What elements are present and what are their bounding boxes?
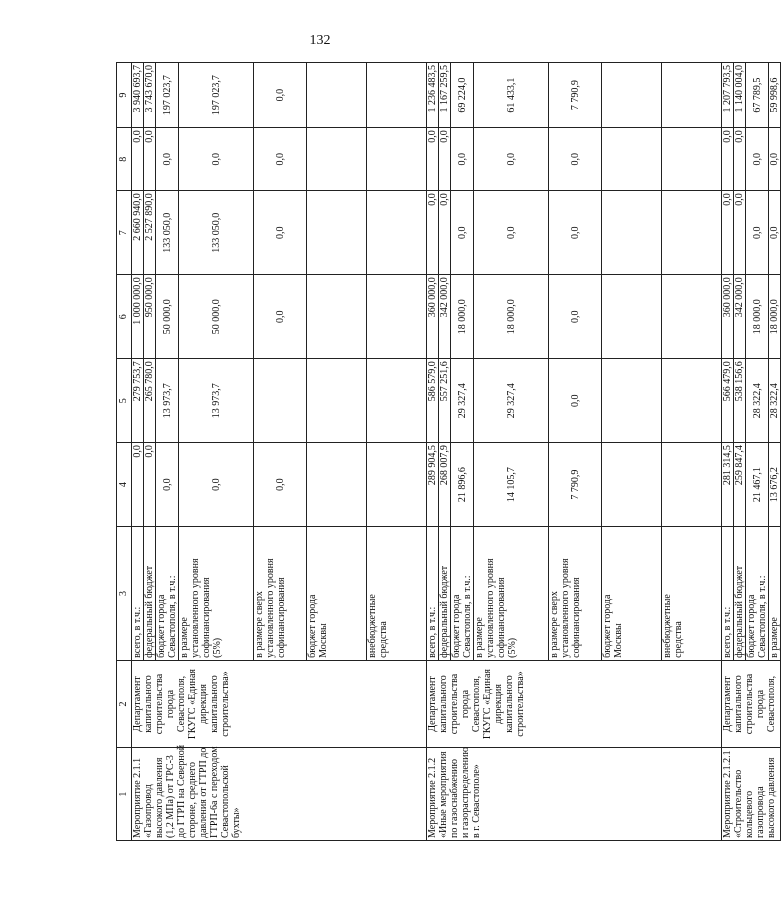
value-cell-5: 29 327,4 bbox=[474, 359, 549, 443]
executor-line: Департамент bbox=[427, 676, 438, 732]
executor-cell bbox=[427, 660, 722, 747]
value-cell-8: 0,0 bbox=[439, 128, 451, 191]
table-row bbox=[132, 63, 144, 841]
source-line: софинансирования bbox=[201, 577, 212, 658]
value-cell-6: 360 000,0 bbox=[427, 275, 439, 359]
header-cell-7: 7 bbox=[117, 191, 132, 275]
header-cell-4: 4 bbox=[117, 443, 132, 527]
value-cell-6 bbox=[602, 275, 662, 359]
page-number: 132 bbox=[309, 33, 331, 48]
source-line: бюджет города bbox=[451, 594, 462, 658]
value-cell-9: 67 789,5 bbox=[746, 63, 769, 128]
source-cell bbox=[769, 527, 781, 661]
executor-line: строительства bbox=[744, 673, 755, 735]
value-cell-5 bbox=[367, 359, 427, 443]
value-cell-5 bbox=[602, 359, 662, 443]
executor-cell bbox=[132, 660, 427, 747]
source-cell bbox=[156, 527, 179, 661]
value-cell-7: 0,0 bbox=[746, 191, 769, 275]
value-cell-9: 1 140 004,0 bbox=[734, 63, 746, 128]
source-cell bbox=[722, 527, 734, 661]
value-cell-6 bbox=[367, 275, 427, 359]
measure-line: в г. Севастополе» bbox=[471, 764, 482, 838]
measure-line: высокого давления bbox=[766, 757, 777, 838]
value-cell-8: 0,0 bbox=[427, 128, 439, 191]
value-cell-7 bbox=[662, 191, 722, 275]
executor-line: капитального bbox=[504, 675, 515, 733]
value-cell-9 bbox=[602, 63, 662, 128]
source-line: установленного уровня bbox=[265, 558, 276, 658]
value-cell-4: 0,0 bbox=[132, 443, 144, 527]
value-cell-9 bbox=[662, 63, 722, 128]
header-cell-9: 9 bbox=[117, 63, 132, 128]
value-cell-4: 268 007,9 bbox=[439, 443, 451, 527]
value-cell-9: 59 998,6 bbox=[769, 63, 781, 128]
source-line: (5%) bbox=[507, 637, 518, 658]
value-cell-5: 0,0 bbox=[549, 359, 602, 443]
value-cell-8: 0,0 bbox=[474, 128, 549, 191]
header-cell-8: 8 bbox=[117, 128, 132, 191]
measure-line: Мероприятие 2.1.1 bbox=[132, 757, 143, 838]
table-row bbox=[722, 63, 734, 841]
value-cell-7: 0,0 bbox=[549, 191, 602, 275]
executor-line: строительства» bbox=[515, 671, 526, 737]
value-cell-8 bbox=[602, 128, 662, 191]
value-cell-9: 197 023,7 bbox=[156, 63, 179, 128]
value-cell-7: 0,0 bbox=[734, 191, 746, 275]
value-cell-9: 69 224,0 bbox=[451, 63, 474, 128]
value-cell-9: 1 207 793,5 bbox=[722, 63, 734, 128]
source-line: внебюджетные bbox=[662, 594, 673, 658]
financing-table bbox=[116, 62, 781, 841]
value-cell-4: 281 314,5 bbox=[722, 443, 734, 527]
source-line: внебюджетные bbox=[367, 594, 378, 658]
value-cell-6: 0,0 bbox=[254, 275, 307, 359]
measure-line: Мероприятие 2.1.2 bbox=[427, 757, 438, 838]
source-line: всего, в т.ч.: bbox=[132, 606, 143, 658]
value-cell-4: 0,0 bbox=[179, 443, 254, 527]
header-cell-2: 2 bbox=[117, 660, 132, 747]
source-line: установленного уровня bbox=[560, 558, 571, 658]
source-line: Севастополя, в т.ч.: bbox=[757, 575, 768, 658]
measure-line: «Газопровод bbox=[143, 784, 154, 838]
value-cell-8: 0,0 bbox=[144, 128, 156, 191]
value-cell-7 bbox=[307, 191, 367, 275]
value-cell-9 bbox=[307, 63, 367, 128]
source-cell bbox=[307, 527, 367, 661]
value-cell-7: 133 050,0 bbox=[156, 191, 179, 275]
executor-line: капитального bbox=[143, 675, 154, 733]
value-cell-4: 21 896,6 bbox=[451, 443, 474, 527]
header-cell-3: 3 bbox=[117, 527, 132, 661]
source-line: Севастополя, в т.ч.: bbox=[167, 575, 178, 658]
measure-line: (1,2 МПа) от ГРС-3 bbox=[165, 755, 176, 838]
source-cell bbox=[474, 527, 549, 661]
source-cell bbox=[427, 527, 439, 661]
value-cell-5: 538 156,6 bbox=[734, 359, 746, 443]
source-cell bbox=[451, 527, 474, 661]
source-cell bbox=[254, 527, 307, 661]
value-cell-8: 0,0 bbox=[132, 128, 144, 191]
executor-line: Департамент bbox=[132, 676, 143, 732]
value-cell-9: 3 743 670,0 bbox=[144, 63, 156, 128]
header-cell-6: 6 bbox=[117, 275, 132, 359]
measure-line: ГТРП-6а с переходом bbox=[209, 746, 220, 838]
value-cell-5: 586 579,0 bbox=[427, 359, 439, 443]
value-cell-6: 342 000,0 bbox=[734, 275, 746, 359]
source-line: бюджет города bbox=[746, 594, 757, 658]
value-cell-5: 29 327,4 bbox=[451, 359, 474, 443]
value-cell-4 bbox=[367, 443, 427, 527]
source-line: в размере bbox=[179, 617, 190, 658]
measure-cell bbox=[722, 748, 781, 841]
value-cell-4 bbox=[602, 443, 662, 527]
value-cell-8 bbox=[307, 128, 367, 191]
executor-line: капитального bbox=[209, 675, 220, 733]
executor-line: Департамент bbox=[722, 676, 733, 732]
value-cell-8: 0,0 bbox=[734, 128, 746, 191]
value-cell-6: 18 000,0 bbox=[746, 275, 769, 359]
source-cell bbox=[602, 527, 662, 661]
value-cell-5 bbox=[662, 359, 722, 443]
measure-line: бухты» bbox=[231, 807, 242, 838]
source-line: федеральный бюджет bbox=[439, 565, 450, 658]
value-cell-7: 2 527 890,0 bbox=[144, 191, 156, 275]
value-cell-6: 18 000,0 bbox=[769, 275, 781, 359]
value-cell-8: 0,0 bbox=[769, 128, 781, 191]
executor-line: города bbox=[165, 689, 176, 719]
source-line: в размере bbox=[474, 617, 485, 658]
source-cell bbox=[734, 527, 746, 661]
executor-line: дирекция bbox=[198, 684, 209, 725]
measure-line: газопровода bbox=[755, 786, 766, 838]
executor-line: строительства bbox=[154, 673, 165, 735]
source-cell bbox=[132, 527, 144, 661]
value-cell-5: 279 753,7 bbox=[132, 359, 144, 443]
value-cell-7: 0,0 bbox=[769, 191, 781, 275]
executor-cell bbox=[722, 660, 781, 747]
table-row bbox=[427, 63, 439, 841]
measure-line: давления от ГТРП до bbox=[198, 747, 209, 838]
source-line: в размере сверх bbox=[254, 591, 265, 658]
executor-line: города bbox=[755, 689, 766, 719]
source-line: Москвы bbox=[613, 623, 624, 658]
source-line: в размере сверх bbox=[549, 591, 560, 658]
source-line: (5%) bbox=[212, 637, 223, 658]
source-cell bbox=[144, 527, 156, 661]
executor-line: Севастополя, bbox=[471, 675, 482, 733]
executor-line: строительства» bbox=[220, 671, 231, 737]
value-cell-9: 3 940 693,7 bbox=[132, 63, 144, 128]
value-cell-9: 61 433,1 bbox=[474, 63, 549, 128]
measure-line: стороне, среднего bbox=[187, 762, 198, 838]
value-cell-6 bbox=[307, 275, 367, 359]
value-cell-5 bbox=[307, 359, 367, 443]
executor-line: Севастополя, bbox=[766, 675, 777, 733]
source-cell bbox=[179, 527, 254, 661]
value-cell-8: 0,0 bbox=[179, 128, 254, 191]
measure-line: по газоснабжению bbox=[449, 759, 460, 838]
value-cell-8: 0,0 bbox=[722, 128, 734, 191]
value-cell-4: 0,0 bbox=[254, 443, 307, 527]
value-cell-4 bbox=[307, 443, 367, 527]
value-cell-8 bbox=[662, 128, 722, 191]
source-line: Москвы bbox=[318, 623, 329, 658]
value-cell-5: 265 780,0 bbox=[144, 359, 156, 443]
value-cell-7: 2 660 940,0 bbox=[132, 191, 144, 275]
value-cell-4 bbox=[662, 443, 722, 527]
value-cell-6: 50 000,0 bbox=[156, 275, 179, 359]
source-line: средства bbox=[673, 621, 684, 658]
value-cell-8 bbox=[367, 128, 427, 191]
table-body bbox=[132, 63, 781, 841]
value-cell-5 bbox=[254, 359, 307, 443]
executor-line: ГКУГС «Единая bbox=[482, 668, 493, 740]
value-cell-6: 0,0 bbox=[549, 275, 602, 359]
value-cell-6: 342 000,0 bbox=[439, 275, 451, 359]
value-cell-7 bbox=[367, 191, 427, 275]
measure-cell bbox=[132, 744, 427, 841]
source-line: установленного уровня bbox=[190, 558, 201, 658]
source-line: всего, в т.ч.: bbox=[427, 606, 438, 658]
value-cell-5: 566 479,0 bbox=[722, 359, 734, 443]
value-cell-7 bbox=[602, 191, 662, 275]
value-cell-9: 7 790,9 bbox=[549, 63, 602, 128]
source-line: установленного уровня bbox=[485, 558, 496, 658]
value-cell-4: 7 790,9 bbox=[549, 443, 602, 527]
source-cell bbox=[549, 527, 602, 661]
value-cell-9: 1 236 483,5 bbox=[427, 63, 439, 128]
value-cell-7: 0,0 bbox=[722, 191, 734, 275]
value-cell-6: 360 000,0 bbox=[722, 275, 734, 359]
value-cell-4: 259 847,4 bbox=[734, 443, 746, 527]
header-cell-5: 5 bbox=[117, 359, 132, 443]
table-frame bbox=[116, 62, 780, 841]
value-cell-6: 18 000,0 bbox=[474, 275, 549, 359]
source-line: Севастополя, в т.ч.: bbox=[462, 575, 473, 658]
value-cell-8: 0,0 bbox=[451, 128, 474, 191]
value-cell-7: 0,0 bbox=[474, 191, 549, 275]
value-cell-5: 557 251,6 bbox=[439, 359, 451, 443]
value-cell-5: 13 973,7 bbox=[179, 359, 254, 443]
executor-line: Севастополя, bbox=[176, 675, 187, 733]
executor-line: города bbox=[460, 689, 471, 719]
source-line: софинансирования bbox=[496, 577, 507, 658]
value-cell-7: 133 050,0 bbox=[179, 191, 254, 275]
measure-line: «Иные мероприятия bbox=[438, 751, 449, 838]
header-cell-1: 1 bbox=[117, 748, 132, 841]
value-cell-4: 0,0 bbox=[156, 443, 179, 527]
value-cell-6: 50 000,0 bbox=[179, 275, 254, 359]
source-line: софинансирования bbox=[571, 577, 582, 658]
executor-line: ГКУГС «Единая bbox=[187, 668, 198, 740]
value-cell-9: 1 167 259,5 bbox=[439, 63, 451, 128]
value-cell-7: 0,0 bbox=[451, 191, 474, 275]
source-cell bbox=[662, 527, 722, 661]
source-line: бюджет города bbox=[156, 594, 167, 658]
value-cell-5: 28 322,4 bbox=[769, 359, 781, 443]
value-cell-9: 0,0 bbox=[254, 63, 307, 128]
value-cell-4: 13 676,2 bbox=[769, 443, 781, 527]
measure-line: Мероприятие 2.1.2.1 bbox=[722, 750, 733, 838]
value-cell-6 bbox=[662, 275, 722, 359]
value-cell-4: 0,0 bbox=[144, 443, 156, 527]
source-line: в размере bbox=[769, 617, 780, 658]
source-cell bbox=[439, 527, 451, 661]
value-cell-8: 0,0 bbox=[549, 128, 602, 191]
executor-line: дирекция bbox=[493, 684, 504, 725]
value-cell-6: 18 000,0 bbox=[451, 275, 474, 359]
source-line: средства bbox=[378, 621, 389, 658]
executor-line: строительства bbox=[449, 673, 460, 735]
executor-line: капитального bbox=[733, 675, 744, 733]
value-cell-4: 289 904,5 bbox=[427, 443, 439, 527]
value-cell-8: 0,0 bbox=[746, 128, 769, 191]
value-cell-6: 950 000,0 bbox=[144, 275, 156, 359]
measure-line: «Строительство bbox=[733, 769, 744, 838]
source-line: бюджет города bbox=[307, 594, 318, 658]
value-cell-5: 13 973,7 bbox=[156, 359, 179, 443]
source-line: федеральный бюджет bbox=[144, 565, 155, 658]
value-cell-6: 1 000 000,0 bbox=[132, 275, 144, 359]
value-cell-8: 0,0 bbox=[254, 128, 307, 191]
measure-cell bbox=[427, 748, 722, 841]
measure-line: Севастопольской bbox=[220, 765, 231, 838]
value-cell-8: 0,0 bbox=[156, 128, 179, 191]
value-cell-7: 0,0 bbox=[254, 191, 307, 275]
source-cell bbox=[367, 527, 427, 661]
measure-line: кольцевого bbox=[744, 790, 755, 838]
measure-line: и газораспределению bbox=[460, 747, 471, 838]
value-cell-5: 28 322,4 bbox=[746, 359, 769, 443]
header-row bbox=[117, 63, 132, 841]
source-line: всего, в т.ч.: bbox=[722, 606, 733, 658]
source-line: софинансирования bbox=[276, 577, 287, 658]
measure-line: до ГТРП на Северной bbox=[176, 744, 187, 838]
source-line: бюджет города bbox=[602, 594, 613, 658]
value-cell-4: 14 105,7 bbox=[474, 443, 549, 527]
executor-line: капитального bbox=[438, 675, 449, 733]
source-line: федеральный бюджет bbox=[734, 565, 745, 658]
measure-line: высокого давления bbox=[154, 757, 165, 838]
value-cell-9 bbox=[367, 63, 427, 128]
value-cell-4: 21 467,1 bbox=[746, 443, 769, 527]
value-cell-7: 0,0 bbox=[439, 191, 451, 275]
source-cell bbox=[746, 527, 769, 661]
value-cell-7: 0,0 bbox=[427, 191, 439, 275]
value-cell-9: 197 023,7 bbox=[179, 63, 254, 128]
